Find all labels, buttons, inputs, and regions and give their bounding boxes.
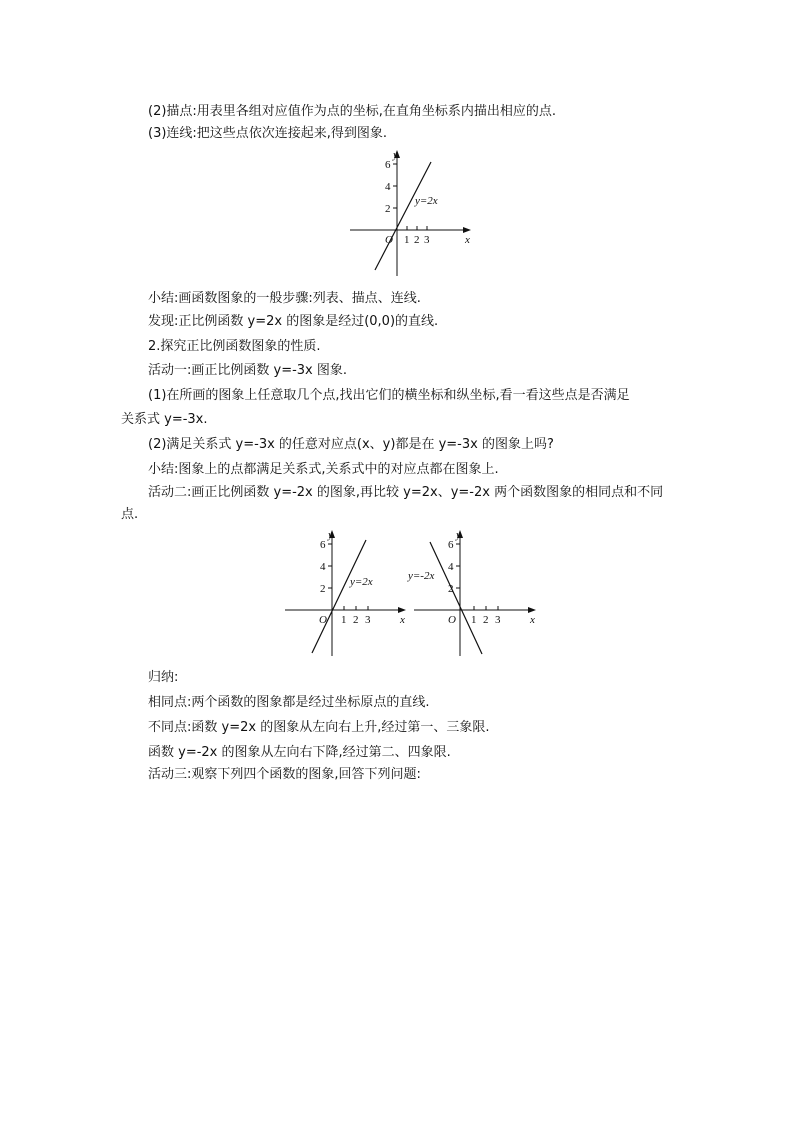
text-line-12: 点. (121, 507, 139, 522)
y-tick-4: 4 (320, 561, 326, 573)
graph-y-2x-compare (282, 528, 412, 658)
x-tick-1: 1 (471, 614, 477, 626)
text-line-2: (3)连线:把这些点依次连接起来,得到图象. (148, 126, 388, 141)
text-line-4: 发现:正比例函数 y=2x 的图象是经过(0,0)的直线. (148, 314, 439, 329)
x-axis-label: x (465, 234, 470, 246)
y-tick-4: 4 (385, 181, 391, 193)
function-label: y=-2x (408, 570, 435, 582)
origin-label: O (448, 614, 456, 626)
text-line-16: 函数 y=-2x 的图象从左向右下降,经过第二、四象限. (148, 745, 451, 760)
y-tick-4: 4 (448, 561, 454, 573)
text-line-13: 归纳: (148, 670, 179, 685)
y-tick-2: 2 (385, 203, 391, 215)
function-label: y=2x (350, 576, 373, 588)
text-line-5: 2.探究正比例函数图象的性质. (148, 339, 321, 354)
x-tick-3: 3 (365, 614, 371, 626)
y-tick-2: 2 (448, 583, 454, 595)
x-tick-1: 1 (341, 614, 347, 626)
graph-y-neg2x (408, 528, 543, 663)
y-axis-label: y (393, 149, 398, 161)
x-axis-label: x (530, 614, 535, 626)
text-line-9: (2)满足关系式 y=-3x 的任意对应点(x、y)都是在 y=-3x 的图象上吗? (148, 437, 554, 452)
origin-label: O (319, 614, 327, 626)
y-tick-6: 6 (385, 159, 391, 171)
text-line-7: (1)在所画的图象上任意取几个点,找出它们的横坐标和纵坐标,看一看这些点是否满足 (148, 388, 630, 403)
text-line-14: 相同点:两个函数的图象都是经过坐标原点的直线. (148, 695, 430, 710)
text-line-17: 活动三:观察下列四个函数的图象,回答下列问题: (148, 767, 421, 782)
text-line-15: 不同点:函数 y=2x 的图象从左向右上升,经过第一、三象限. (148, 720, 490, 735)
text-line-1: (2)描点:用表里各组对应值作为点的坐标,在直角坐标系内描出相应的点. (148, 104, 557, 119)
function-label: y=2x (415, 195, 438, 207)
x-tick-2: 2 (414, 234, 420, 246)
text-line-10: 小结:图象上的点都满足关系式,关系式中的对应点都在图象上. (148, 462, 499, 477)
origin-label: O (385, 234, 393, 246)
y-tick-2: 2 (320, 583, 326, 595)
text-line-6: 活动一:画正比例函数 y=-3x 图象. (148, 363, 348, 378)
x-tick-2: 2 (353, 614, 359, 626)
x-tick-1: 1 (404, 234, 410, 246)
text-line-3: 小结:画函数图象的一般步骤:列表、描点、连线. (148, 291, 421, 306)
y-axis-label: y (456, 529, 461, 541)
y-axis-label: y (328, 529, 333, 541)
y-tick-6: 6 (320, 539, 326, 551)
x-tick-2: 2 (483, 614, 489, 626)
x-tick-3: 3 (495, 614, 501, 626)
x-tick-3: 3 (424, 234, 430, 246)
text-line-8: 关系式 y=-3x. (121, 412, 208, 427)
text-line-11: 活动二:画正比例函数 y=-2x 的图象,再比较 y=2x、y=-2x 两个函数图象的相同点和不同 (148, 485, 664, 500)
graph-y-2x (345, 148, 475, 278)
x-axis-label: x (400, 614, 405, 626)
y-tick-6: 6 (448, 539, 454, 551)
